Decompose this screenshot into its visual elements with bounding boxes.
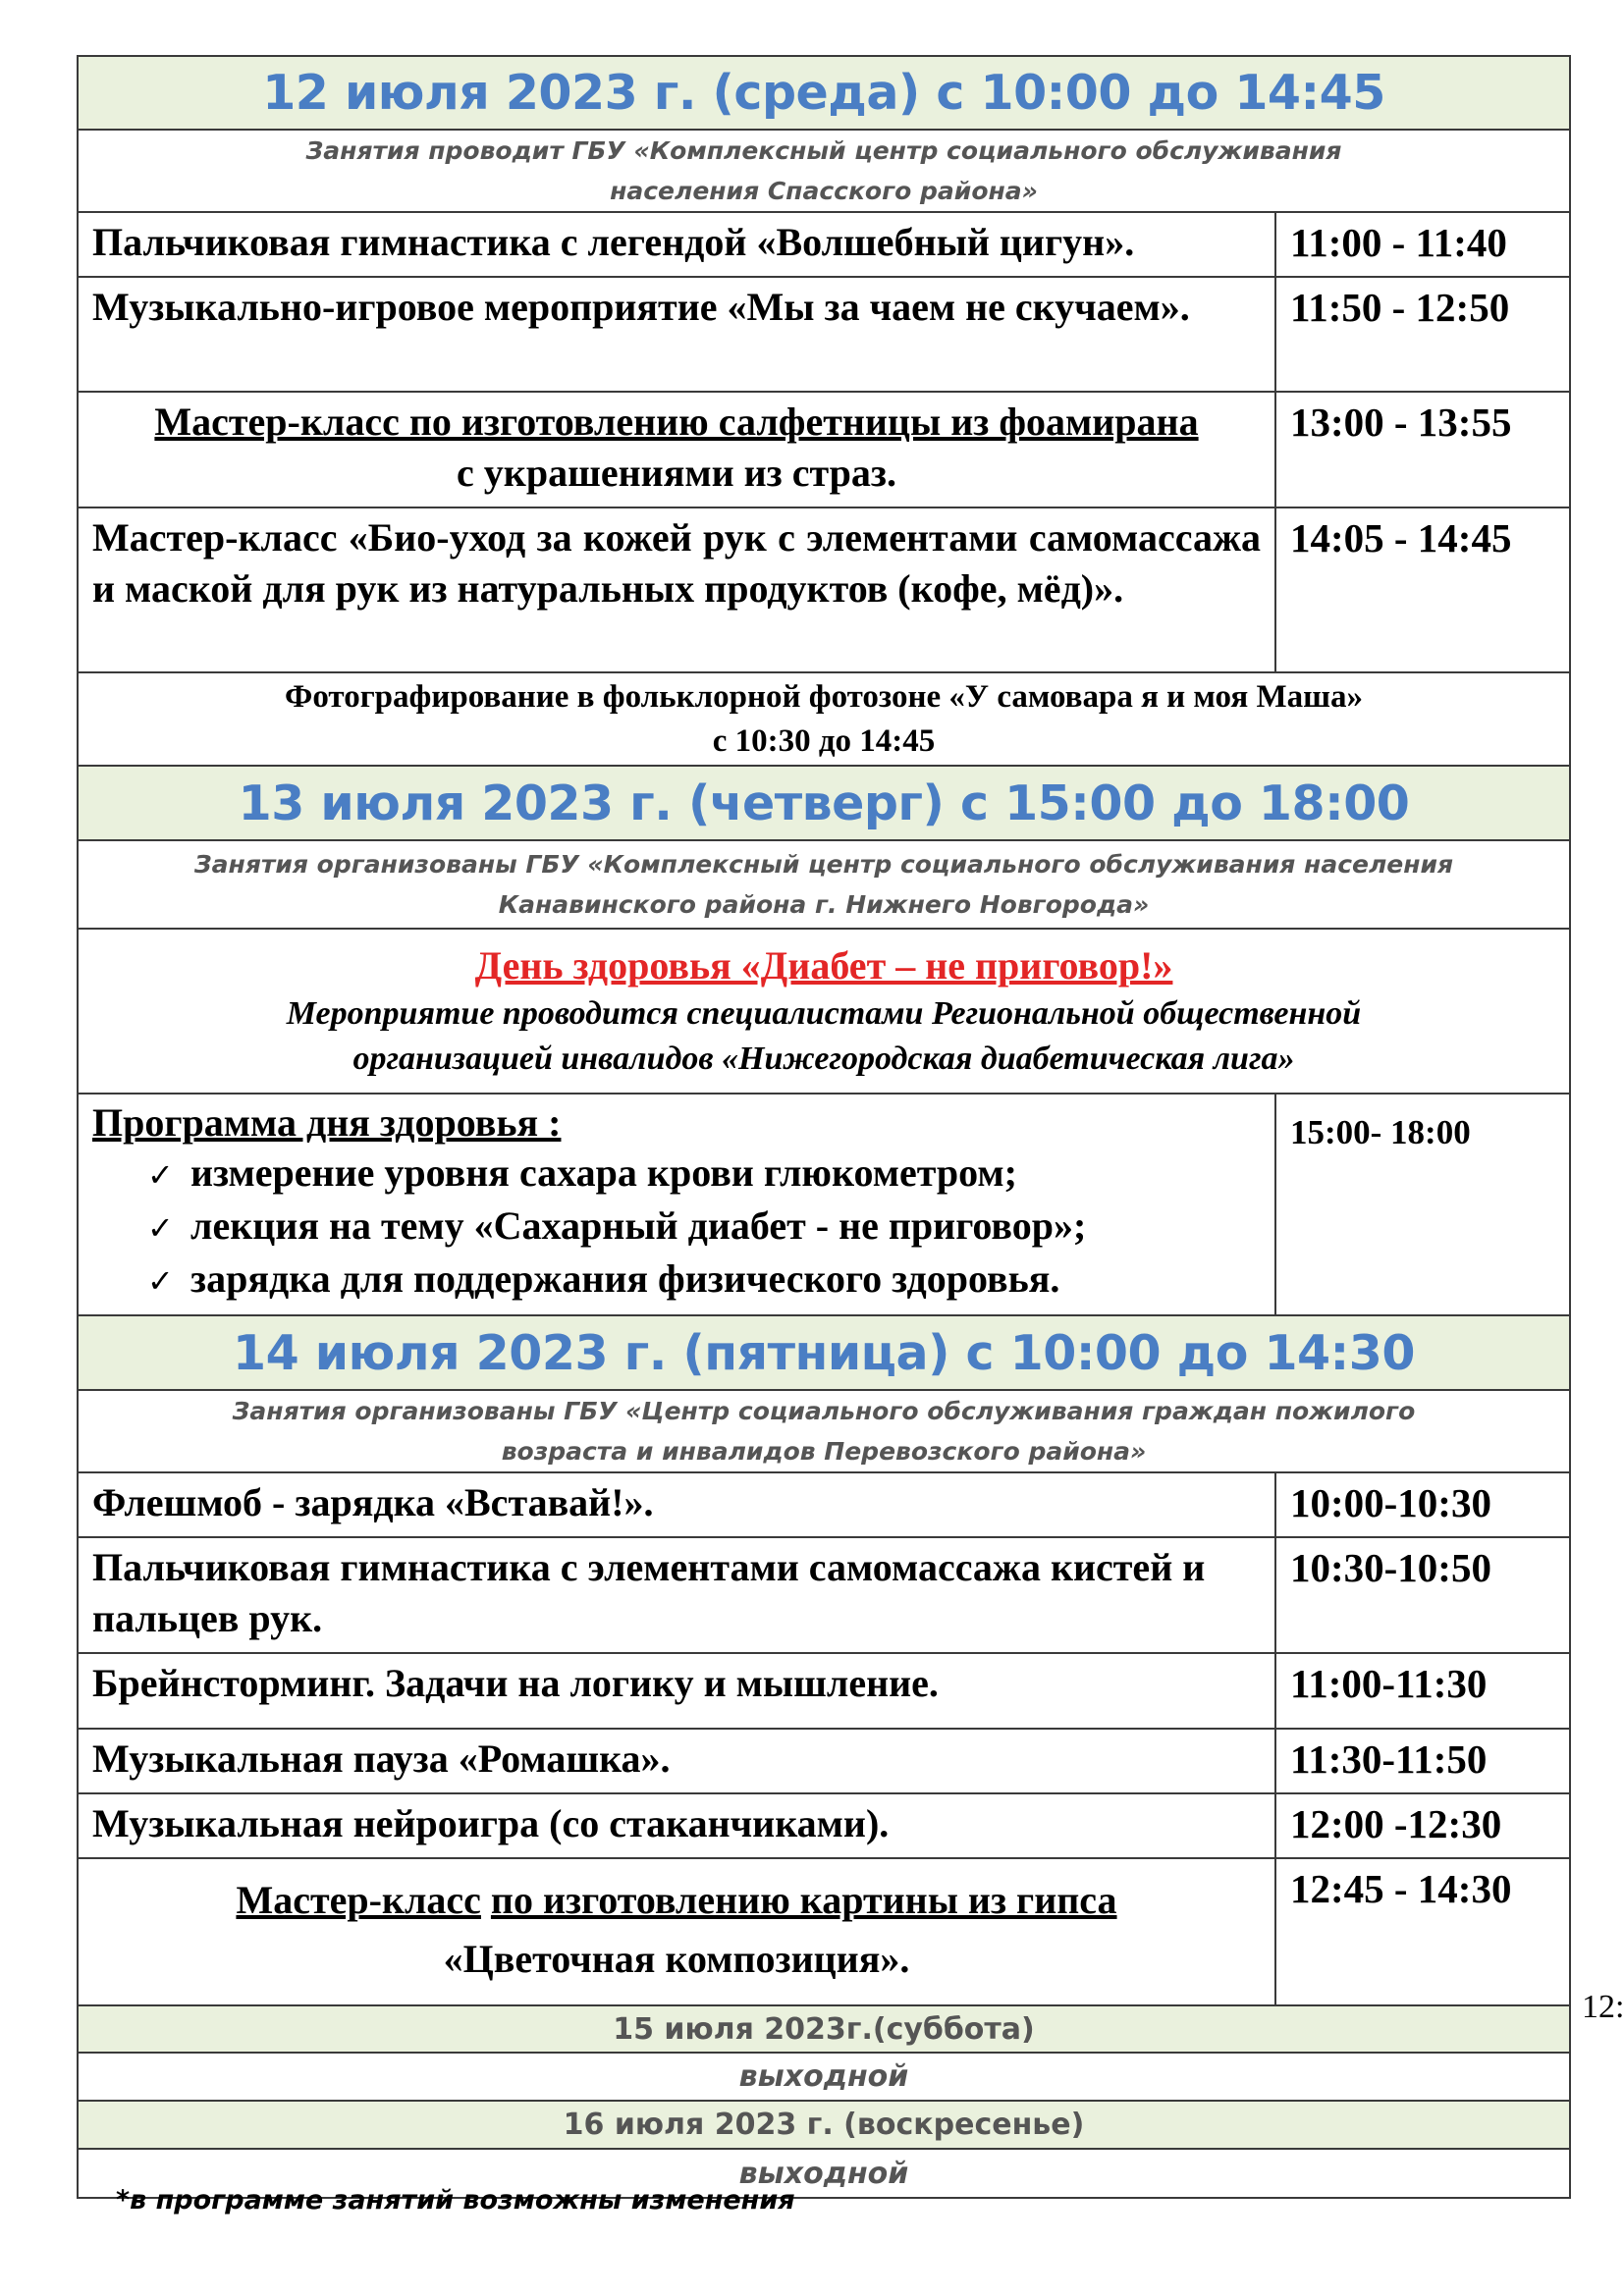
health-day-desc-line2: организацией инвалидов «Нижегородская диабетическая лига»: [352, 1041, 1295, 1077]
day-12-org-line1: Занятия проводит ГБУ «Комплексный центр социального обслуживания: [305, 136, 1342, 165]
day-15-note-row: [78, 2053, 1570, 2101]
health-day-desc-line1: Мероприятие проводится специалистами Региональной общественной: [286, 995, 1362, 1032]
table-row: [78, 1793, 1570, 1858]
activity-name: Брейнсторминг. Задачи на логику и мышление.: [78, 1653, 1275, 1729]
activity-name: Музыкальная нейроигра (со стаканчиками).: [78, 1793, 1275, 1858]
checkmark-icon: ✓: [147, 1209, 174, 1247]
day-12-title: 12 июля 2023 г. (среда) с 10:00 до 14:45: [78, 56, 1570, 130]
activity-name: Пальчиковая гимнастика с элементами самомассажа кистей и пальцев рук.: [78, 1537, 1275, 1653]
table-row: [78, 392, 1570, 507]
table-row: [78, 1729, 1570, 1793]
activity-time: 10:00-10:30: [1275, 1472, 1570, 1537]
day-14-title: 14 июля 2023 г. (пятница) с 10:00 до 14:30: [78, 1315, 1570, 1390]
activity-name: [78, 1858, 1275, 2005]
health-day-title: День здоровья «Диабет – не приговор!»: [474, 943, 1173, 988]
activity-name: Флешмоб - зарядка «Вставай!».: [78, 1472, 1275, 1537]
day-14-org-line1: Занятия организованы ГБУ «Центр социального обслуживания граждан пожилого: [232, 1397, 1416, 1425]
day-16-note: выходной: [78, 2149, 1570, 2198]
table-row: [78, 1858, 1570, 2005]
table-row: [78, 1653, 1570, 1729]
activity-name-line2: «Цветочная композиция».: [443, 1937, 910, 1981]
day-12-organizer: [78, 130, 1570, 212]
day-13-title: 13 июля 2023 г. (четверг) с 15:00 до 18:00: [78, 766, 1570, 840]
activity-time: 12:00 -12:30: [1275, 1793, 1570, 1858]
day-15-note: выходной: [78, 2053, 1570, 2101]
footnote: *в программе занятий возможны изменения: [116, 2185, 795, 2216]
day-13-org-line1: Занятия организованы ГБУ «Комплексный центр социального обслуживания населения: [193, 850, 1454, 879]
day-13-organizer: [78, 840, 1570, 929]
activity-name: [78, 392, 1275, 507]
activity-time: 11:00 - 11:40: [1275, 212, 1570, 277]
program-title: Программа дня здоровья :: [92, 1100, 562, 1145]
program-list: [92, 1148, 1261, 1307]
table-row: [78, 212, 1570, 277]
photo-zone-row: [78, 672, 1570, 766]
day-16-title: 16 июля 2023 г. (воскресенье): [78, 2101, 1570, 2149]
photo-zone-text: Фотографирование в фольклорной фотозоне «У самовара я и моя Маша»: [285, 678, 1363, 715]
program-time: 15:00- 18:00: [1275, 1094, 1570, 1315]
day-16-row: [78, 2101, 1570, 2149]
list-item: ✓ лекция на тему «Сахарный диабет - не приговор»;: [147, 1201, 1261, 1254]
activity-name-line2: с украшениями из страз.: [457, 451, 896, 495]
activity-name: Мастер-класс «Био-уход за кожей рук с элементами самомассажа и маской для рук из натуральных продуктов (кофе, мёд)».: [78, 507, 1275, 672]
day-15-row: [78, 2005, 1570, 2053]
program-row: [78, 1094, 1570, 1315]
day-12-header: [78, 56, 1570, 130]
activity-name: Музыкальная пауза «Ромашка».: [78, 1729, 1275, 1793]
checkmark-icon: ✓: [147, 1156, 174, 1194]
table-row: [78, 1472, 1570, 1537]
day-12-org-line2: населения Спасского района»: [610, 177, 1038, 205]
activity-time: 12:45 - 14:30: [1275, 1858, 1570, 2005]
photo-zone-time: с 10:30 до 14:45: [712, 722, 936, 759]
day-13-header: [78, 766, 1570, 840]
activity-time: 10:30-10:50: [1275, 1537, 1570, 1653]
day-15-title: 15 июля 2023г.(суббота): [78, 2005, 1570, 2053]
activity-time: 11:50 - 12:50: [1275, 277, 1570, 392]
day-13-org-line2: Канавинского района г. Нижнего Новгорода»: [498, 890, 1150, 919]
activity-name-line1: Мастер-класс по изготовлению салфетницы из фоамирана: [154, 400, 1199, 444]
activity-name-part1: Мастер-класс: [236, 1878, 481, 1922]
table-row: [78, 277, 1570, 392]
activity-name: Музыкально-игровое мероприятие «Мы за чаем не скучаем».: [78, 277, 1275, 392]
activity-time: 11:30-11:50: [1275, 1729, 1570, 1793]
cut-off-margin-text: 12:: [1582, 1989, 1624, 2025]
activity-name: Пальчиковая гимнастика с легендой «Волшебный цигун».: [78, 212, 1275, 277]
program-cell: [78, 1094, 1275, 1315]
checkmark-icon: ✓: [147, 1262, 174, 1300]
day-14-organizer: [78, 1390, 1570, 1472]
table-row: [78, 1537, 1570, 1653]
schedule-page: [77, 55, 1569, 2199]
health-day-row: [78, 929, 1570, 1094]
day-14-org-line2: возраста и инвалидов Перевозского района»: [501, 1437, 1147, 1466]
activity-name-part2: по изготовлению картины из гипса: [490, 1878, 1117, 1922]
table-row: [78, 507, 1570, 672]
list-item: ✓ измерение уровня сахара крови глюкометром;: [147, 1148, 1261, 1201]
activity-time: 13:00 - 13:55: [1275, 392, 1570, 507]
day-14-header: [78, 1315, 1570, 1390]
list-item: ✓ зарядка для поддержания физического здоровья.: [147, 1254, 1261, 1307]
activity-time: 11:00-11:30: [1275, 1653, 1570, 1729]
activity-time: 14:05 - 14:45: [1275, 507, 1570, 672]
schedule-table: [77, 55, 1571, 2199]
